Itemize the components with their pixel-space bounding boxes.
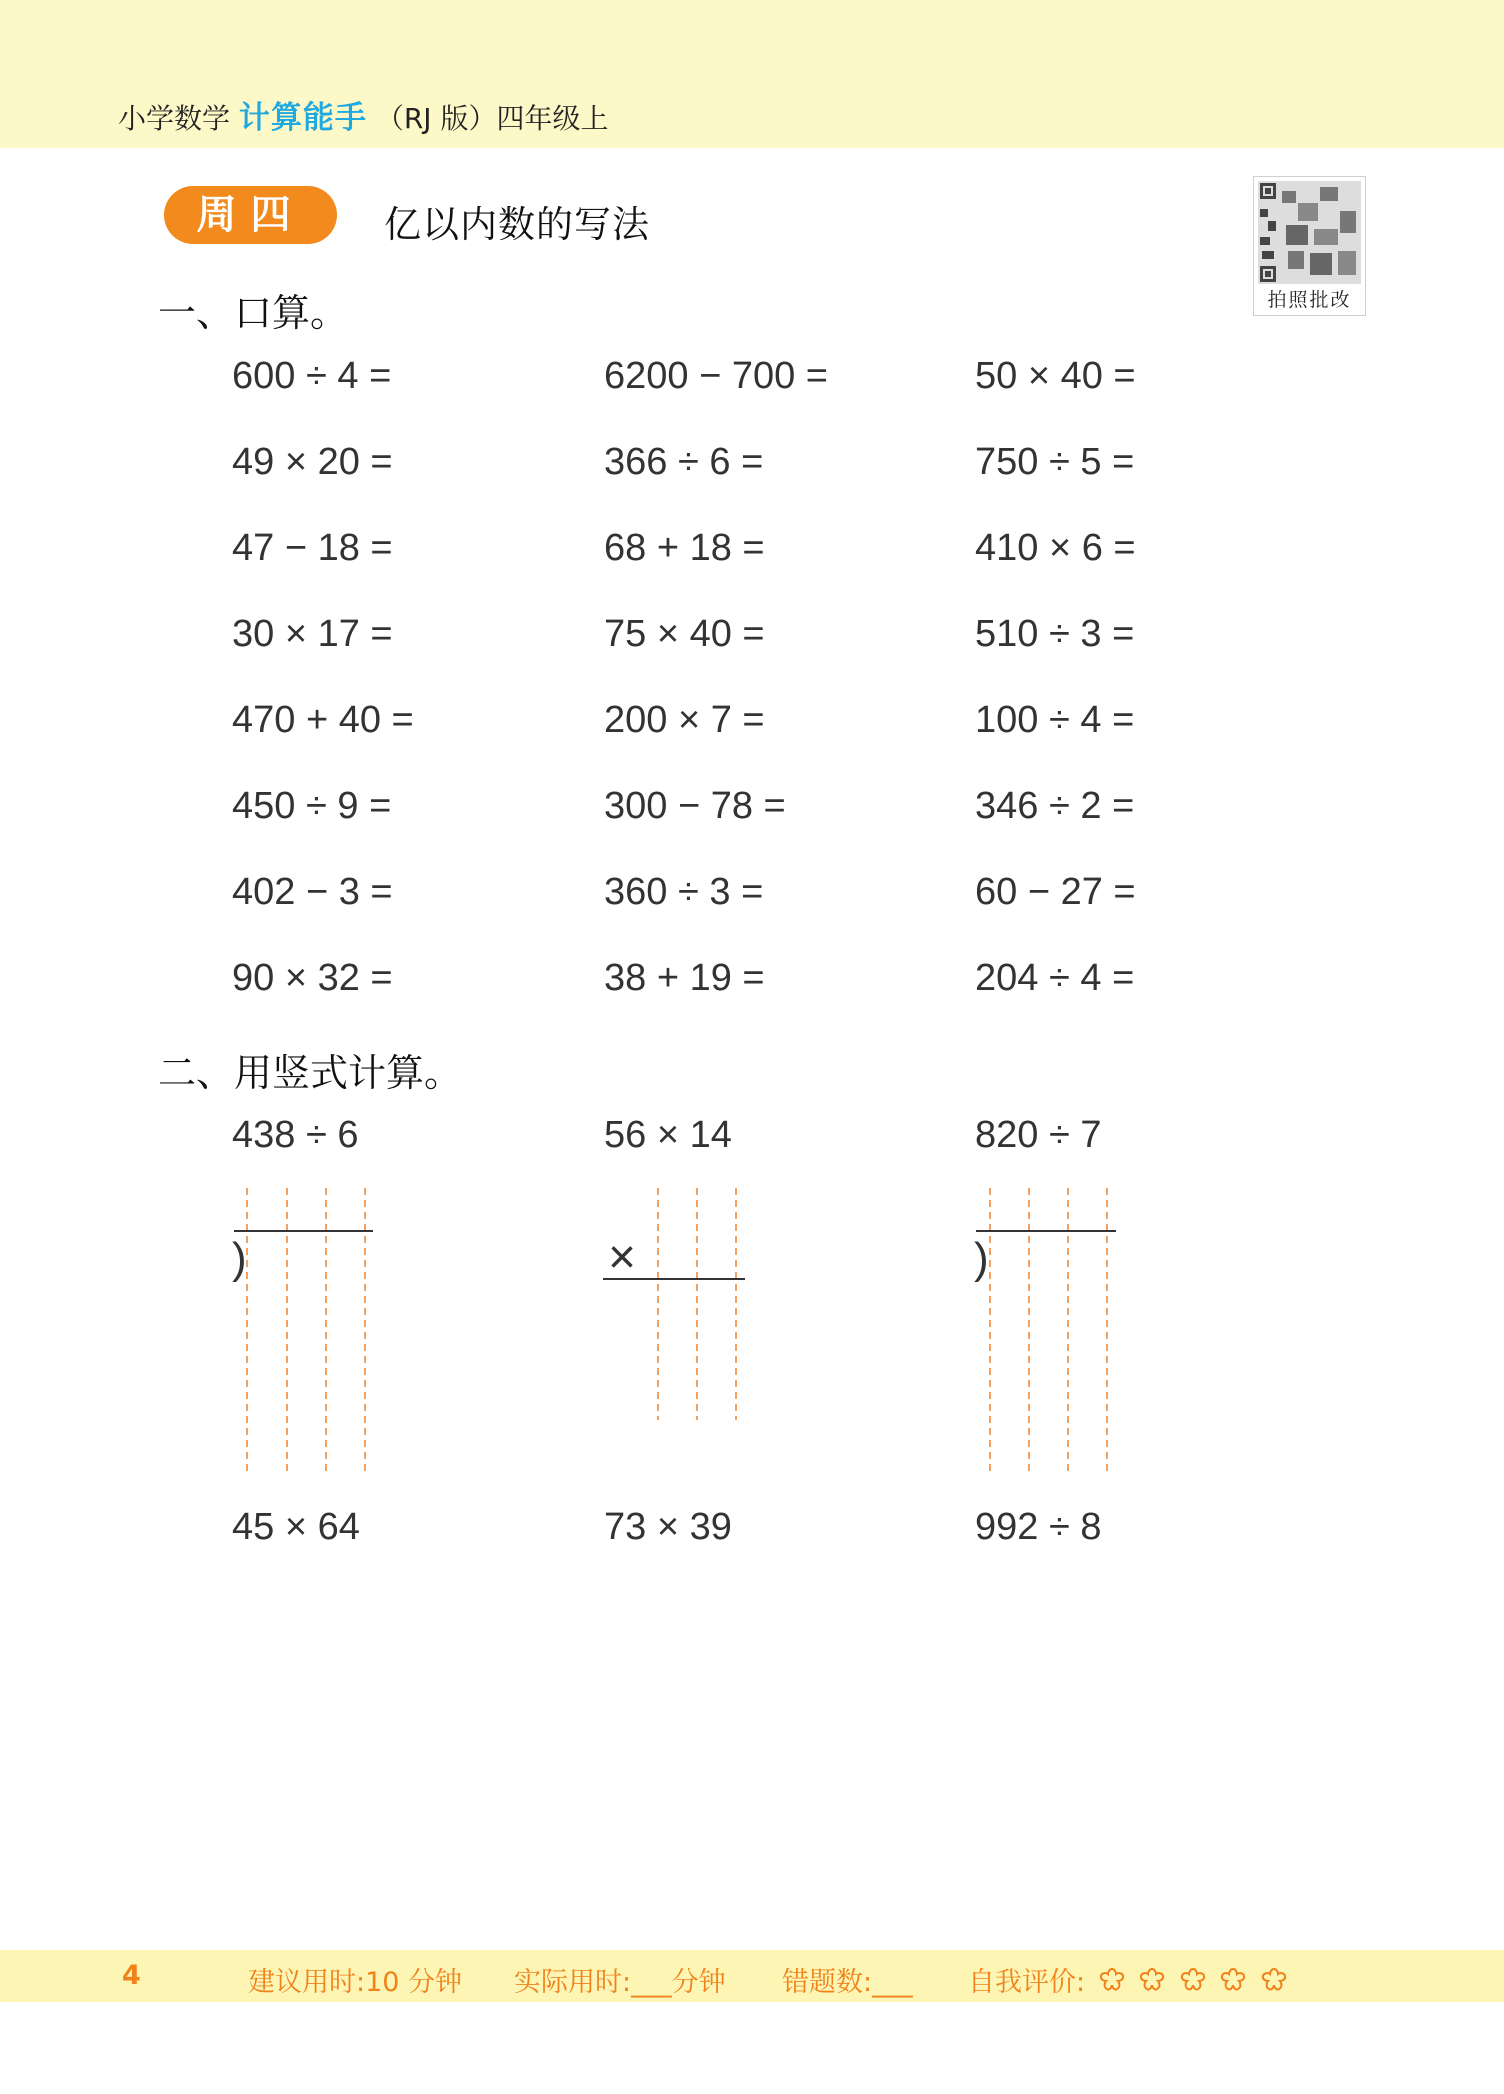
- oral-problem: 750 ÷ 5 =: [975, 441, 1135, 483]
- oral-problem: 68 + 18 =: [604, 527, 765, 569]
- oral-problem: 600 ÷ 4 =: [232, 355, 392, 397]
- flower-rating-icon[interactable]: [1219, 1966, 1247, 1994]
- oral-problem: 100 ÷ 4 =: [975, 699, 1135, 741]
- guide-lines-2: [658, 1188, 736, 1420]
- lesson-title: 亿以内数的写法: [384, 203, 650, 246]
- oral-problem: 6200 − 700 =: [604, 355, 828, 397]
- oral-problem: 450 ÷ 9 =: [232, 785, 392, 827]
- day-badge: 周四: [164, 186, 337, 244]
- oral-problem: 38 + 19 =: [604, 957, 765, 999]
- oral-problem: 200 × 7 =: [604, 699, 765, 741]
- oral-problem: 50 × 40 =: [975, 355, 1136, 397]
- vertical-problem: 45 × 64: [232, 1506, 360, 1548]
- actual-time: 实际用时:___分钟: [514, 1967, 726, 1998]
- oral-problem: 75 × 40 =: [604, 613, 765, 655]
- oral-problem: 402 − 3 =: [232, 871, 393, 913]
- times-sign: ×: [608, 1231, 637, 1284]
- oral-problem: 300 − 78 =: [604, 785, 786, 827]
- oral-problem: 366 ÷ 6 =: [604, 441, 764, 483]
- flower-rating-icon[interactable]: [1138, 1966, 1166, 1994]
- oral-problem: 360 ÷ 3 =: [604, 871, 764, 913]
- oral-problem: 346 ÷ 2 =: [975, 785, 1135, 827]
- self-evaluation: [968, 1960, 1288, 1999]
- book-title-suffix: （RJ 版）四年级上: [375, 102, 609, 135]
- vertical-problem: 992 ÷ 8: [975, 1506, 1102, 1548]
- qr-label: 拍照批改: [1267, 289, 1352, 311]
- oral-problem: 204 ÷ 4 =: [975, 957, 1135, 999]
- oral-problem: 30 × 17 =: [232, 613, 393, 655]
- vertical-problem: 820 ÷ 7: [975, 1114, 1102, 1156]
- oral-problem: 90 × 32 =: [232, 957, 393, 999]
- oral-problem: 410 × 6 =: [975, 527, 1136, 569]
- page-number: 4: [122, 1960, 141, 1991]
- division-bracket-2: ): [974, 1234, 989, 1283]
- flower-rating-icon[interactable]: [1179, 1966, 1207, 1994]
- oral-problem: 470 + 40 =: [232, 699, 414, 741]
- oral-problem: 49 × 20 =: [232, 441, 393, 483]
- oral-problem: 60 − 27 =: [975, 871, 1136, 913]
- vertical-problem: 73 × 39: [604, 1506, 732, 1548]
- section-oral-title: 一、口算。: [158, 291, 349, 335]
- suggested-time: 建议用时:10 分钟: [248, 1967, 463, 1998]
- book-title-prefix: 小学数学: [118, 102, 231, 135]
- oral-problem: 510 ÷ 3 =: [975, 613, 1135, 655]
- division-bracket-1: ): [232, 1234, 247, 1283]
- vertical-problem: 56 × 14: [604, 1114, 732, 1156]
- oral-problem: 47 − 18 =: [232, 527, 393, 569]
- section-vertical-title: 二、用竖式计算。: [158, 1051, 463, 1095]
- flower-rating-icon[interactable]: [1260, 1966, 1288, 1994]
- book-brand: 计算能手: [238, 100, 367, 136]
- vertical-problem: 438 ÷ 6: [232, 1114, 359, 1156]
- flower-rating-icon[interactable]: [1098, 1966, 1126, 1994]
- self-evaluation-label: 自我评价:: [968, 1967, 1086, 1998]
- error-count: 错题数:___: [782, 1967, 913, 1998]
